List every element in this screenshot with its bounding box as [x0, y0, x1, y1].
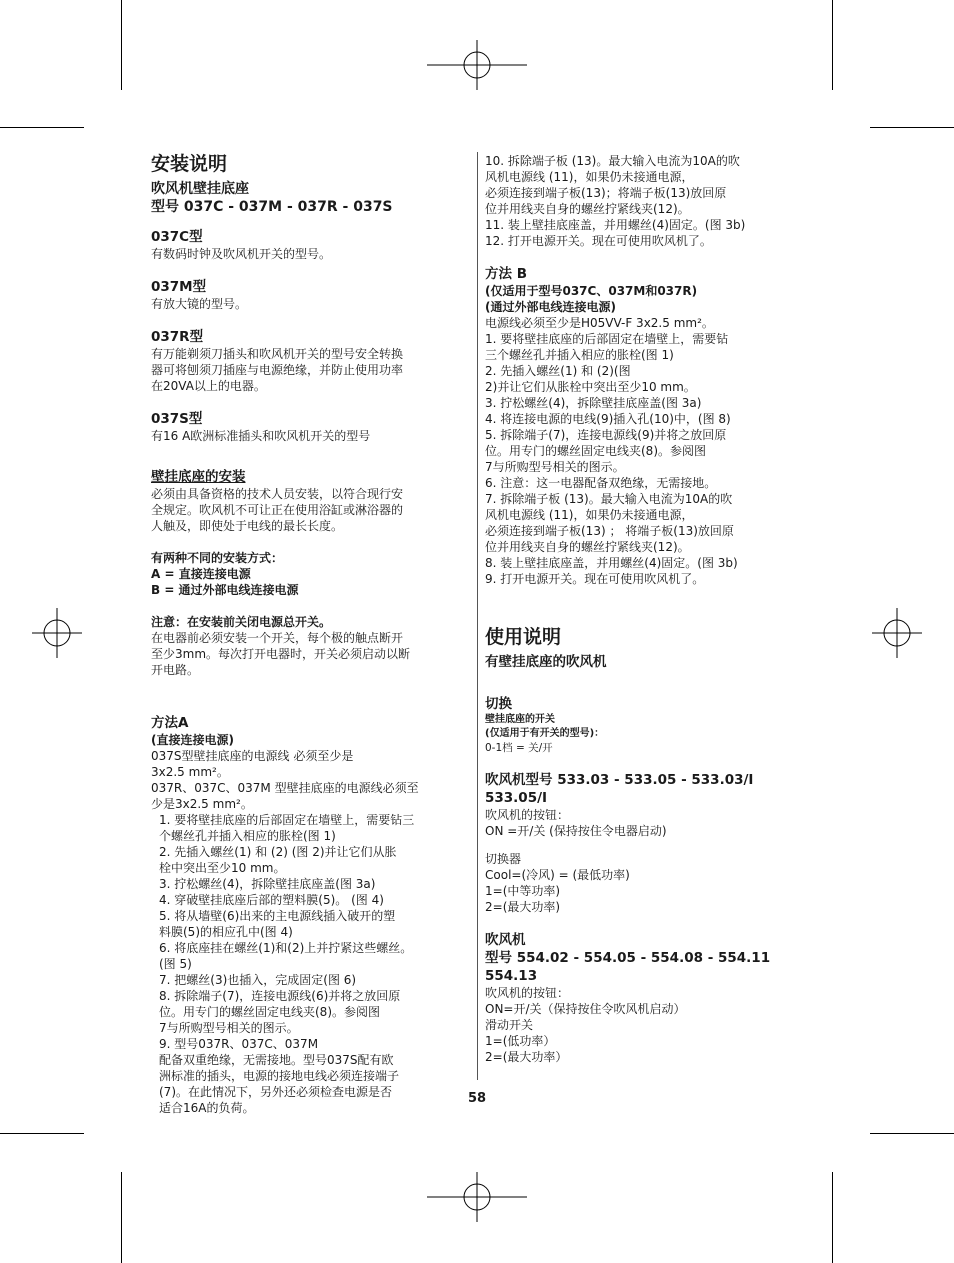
- model-037s-heading: 037S型: [151, 411, 203, 427]
- crop-mark-br-h: [870, 1133, 954, 1134]
- method-a-step: 8. 拆除端子(7)，连接电源线(6)并将之放回原 位。用专门的螺丝固定电线夹(8)。参阅图 7与所购型号相关的图示。: [159, 989, 401, 1035]
- method-b-step: 4. 将连接电源的电线(9)插入孔(10)中，(图 8): [485, 412, 731, 426]
- model-037m-heading: 037M型: [151, 279, 207, 295]
- column-divider: [477, 152, 478, 1080]
- model-037c-heading: 037C型: [151, 229, 203, 245]
- registration-mark-top: [427, 40, 527, 90]
- method-a-step: 2. 先插入螺丝(1) 和 (2) (图 2)并让它们从胀 栓中突出至少10 mm。: [159, 845, 397, 875]
- method-a-subheading: (直接连接电源): [151, 733, 234, 747]
- method-b-heading: 方法 B: [485, 266, 527, 282]
- method-a-step: 11. 装上壁挂底座盖，并用螺丝(4)固定。(图 3b): [485, 218, 746, 232]
- crop-mark-tl-h: [0, 127, 84, 128]
- dryer-554-heading: 吹风机: [485, 932, 526, 948]
- method-b-step: 6. 注意：这一电器配备双绝缘，无需接地。: [485, 476, 717, 490]
- method-a-step: 12. 打开电源开关。现在可使用吹风机了。: [485, 234, 712, 248]
- method-a-steps: [159, 812, 471, 1116]
- method-a-step: 7. 把螺丝(3)也插入，完成固定(图 6): [159, 973, 357, 987]
- method-b-step: 8. 装上壁挂底座盖，并用螺丝(4)固定。(图 3b): [485, 556, 738, 570]
- usage-subtitle: 有壁挂底座的吹风机: [485, 654, 607, 670]
- method-b-steps: [485, 331, 805, 587]
- model-037r-text: 有万能剃须刀插头和吹风机开关的型号安全转换 器可将刨须刀插座与电源绝缘，并防止使用功率 在20VA以上的电器。: [151, 347, 404, 393]
- method-b-step: 2. 先插入螺丝(1) 和 (2)(图 2)并让它们从胀栓中突出至少10 mm。: [485, 364, 696, 394]
- dryer-model-533-text: 吹风机的按钮： ON =开/关 (保持按住令电器启动): [485, 808, 667, 838]
- crop-mark-bl-h: [0, 1133, 84, 1134]
- right-column: [485, 153, 805, 1065]
- model-037s-text: 有16 A欧洲标准插头和吹风机开关的型号: [151, 429, 371, 443]
- registration-mark-bottom: [427, 1172, 527, 1222]
- note-heading: 注意：在安装前关闭电源总开关。: [151, 615, 332, 629]
- wall-mount-subtitle: 吹风机壁挂底座: [151, 181, 249, 197]
- usage-title: 使用说明: [485, 626, 562, 648]
- method-b-step: 3. 拧松螺丝(4)，拆除壁挂底座盖(图 3a): [485, 396, 702, 410]
- switch-heading: 切换: [485, 696, 512, 712]
- switch-text: 0-1档 = 关/开: [485, 742, 553, 754]
- method-b-text: 电源线必须至少是H05VV-F 3x2.5 mm²。: [485, 316, 714, 330]
- model-037m-text: 有放大镜的型号。: [151, 297, 248, 311]
- method-a-step: 4. 穿破壁挂底座后部的塑料膜(5)。 (图 4): [159, 893, 384, 907]
- install-way-b: B = 通过外部电线连接电源: [151, 583, 299, 597]
- switcher-heading: 切换器: [485, 852, 522, 866]
- installation-text: 必须由具备资格的技术人员安装，以符合现行安 全规定。吹风机不可让正在使用浴缸或淋浴器的 人触及，即使处于电线的最长长度。: [151, 487, 404, 533]
- registration-mark-left: [32, 608, 82, 658]
- method-a-step: 3. 拧松螺丝(4)，拆除壁挂底座盖(图 3a): [159, 877, 376, 891]
- crop-mark-tl-v: [121, 0, 122, 90]
- method-a-step: 5. 将从墙壁(6)出来的主电源线插入破开的塑 料膜(5)的相应孔中(图 4): [159, 909, 396, 939]
- model-list-subtitle: 型号 037C - 037M - 037R - 037S: [151, 199, 393, 215]
- method-b-step: 5. 拆除端子(7)，连接电源线(9)并将之放回原 位。用专门的螺丝固定电线夹(8)。参阅图 7与所购型号相关的图示。: [485, 428, 727, 474]
- registration-mark-right: [872, 608, 922, 658]
- installation-heading: 壁挂底座的安装: [151, 469, 246, 485]
- switch-subheading-2: (仅适用于有开关的型号)：: [485, 728, 605, 739]
- install-ways-heading: 有两种不同的安装方式：: [151, 551, 284, 565]
- method-a-text: 037S型壁挂底座的电源线 必须至少是 3x2.5 mm²。 037R、037C、037M 型壁挂底座的电源线必须至 少是3x2.5 mm²。: [151, 749, 419, 811]
- dryer-model-554-heading: 型号 554.02 - 554.05 - 554.08 - 554.11 554.13: [485, 950, 771, 984]
- method-b-step: 9. 打开电源开关。现在可使用吹风机了。: [485, 572, 705, 586]
- method-a-step: 10. 拆除端子板 (13)。最大输入电流为10A的吹 风机电源线 (11)，如果仍未接通电源， 必须连接到端子板(13)；将端子板(13)放回原 位并用线夹自身的螺丝拧紧线夹(12)。: [485, 154, 740, 216]
- method-a-step: 6. 将底座挂在螺丝(1)和(2)上并拧紧这些螺丝。 (图 5): [159, 941, 413, 971]
- method-a-steps-continued: [485, 153, 805, 249]
- dryer-model-533-heading: 吹风机型号 533.03 - 533.05 - 533.03/I 533.05/I: [485, 772, 754, 806]
- installation-title: 安装说明: [151, 153, 228, 175]
- model-037r-heading: 037R型: [151, 329, 204, 345]
- method-b-subheading-2: (通过外部电线连接电源): [485, 300, 616, 314]
- left-column: [151, 150, 471, 1116]
- method-a-step: 9. 型号037R、037C、037M 配备双重绝缘，无需接地。型号037S配有欧 洲标准的插头，电源的接地电线必须连接端子 (7)。在此情况下，另外还必须检查电源是否 适合16A的负荷。: [159, 1037, 400, 1115]
- model-037c-text: 有数码时钟及吹风机开关的型号。: [151, 247, 332, 261]
- crop-mark-br-v: [832, 1172, 833, 1263]
- method-b-subheading-1: (仅适用于型号037C、037M和037R): [485, 284, 698, 298]
- page-number: 58: [468, 1091, 487, 1106]
- switcher-text: Cool=(冷风) = (最低功率) 1=(中等功率) 2=(最大功率): [485, 868, 630, 914]
- method-a-heading: 方法A: [151, 715, 189, 731]
- crop-mark-tr-h: [870, 127, 954, 128]
- switch-subheading-1: 壁挂底座的开关: [485, 714, 555, 725]
- install-way-a: A = 直接连接电源: [151, 567, 251, 581]
- dryer-model-554-text: 吹风机的按钮： ON=开/关（保持按住令吹风机启动） 滑动开关 1=(低功率） 2=(最大功率）: [485, 986, 686, 1064]
- method-a-step: 1. 要将壁挂底座的后部固定在墙壁上，需要钻三 个螺丝孔并插入相应的胀栓(图 1): [159, 813, 415, 843]
- method-b-step: 7. 拆除端子板 (13)。最大输入电流为10A的吹 风机电源线 (11)，如果仍未接通电源， 必须连接到端子板(13) ； 将端子板(13)放回原 位并用线夹自身的螺丝拧紧线夹(12)。: [485, 492, 734, 554]
- crop-mark-tr-v: [832, 0, 833, 90]
- crop-mark-bl-v: [121, 1172, 122, 1263]
- note-text: 在电器前必须安装一个开关，每个极的触点断开 至少3mm。每次打开电器时，开关必须启动以断 开电路。: [151, 631, 411, 677]
- method-b-step: 1. 要将壁挂底座的后部固定在墙壁上，需要钻 三个螺丝孔并插入相应的胀栓(图 1): [485, 332, 729, 362]
